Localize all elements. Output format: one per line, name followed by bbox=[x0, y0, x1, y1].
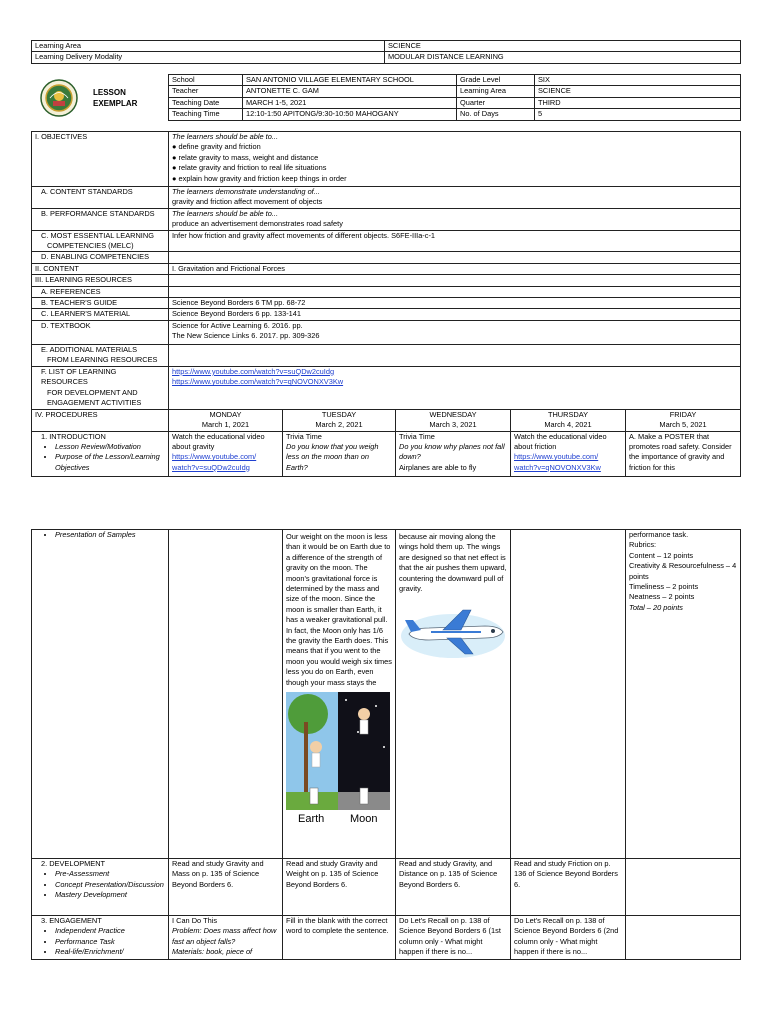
rubric-line: Rubrics: bbox=[629, 540, 657, 550]
top-info-table bbox=[31, 40, 741, 64]
samples-friday bbox=[626, 530, 741, 859]
intro-text: Watch the educational video about gravity bbox=[172, 431, 265, 451]
header-value: SIX bbox=[535, 75, 741, 86]
intro-wednesday bbox=[396, 431, 511, 476]
day-name: TUESDAY bbox=[321, 409, 357, 419]
development-label: 2. DEVELOPMENT bbox=[41, 859, 106, 868]
procedures-label: IV. PROCEDURES bbox=[32, 409, 169, 431]
header-label: School bbox=[169, 75, 243, 86]
teachers-guide-label: B. TEACHER'S GUIDE bbox=[32, 298, 169, 309]
engagement-sub-item: • Real-life/Enrichment/ bbox=[55, 947, 165, 957]
day-header-tuesday bbox=[283, 409, 396, 431]
intro-text: A. Make a POSTER that promotes road safety. Consider the importance of gravity and friction for this bbox=[629, 431, 732, 472]
top-info-value: SCIENCE bbox=[385, 41, 741, 52]
rubric-line: Creativity & Resourcefulness – 4 points bbox=[629, 561, 737, 581]
objective-item: ● relate gravity to mass, weight and distance bbox=[172, 152, 319, 162]
introduction-label: 1. INTRODUCTION bbox=[41, 431, 106, 441]
header-info-table bbox=[168, 74, 741, 121]
objectives-label: I. OBJECTIVES bbox=[32, 132, 169, 187]
header-label: No. of Days bbox=[457, 109, 535, 120]
header-value: ANTONETTE C. GAM bbox=[243, 86, 457, 97]
intro-video-link[interactable]: watch?v=suQDw2cuIdg bbox=[172, 462, 250, 472]
lesson-title-line: EXEMPLAR bbox=[93, 99, 138, 108]
textbook-cell bbox=[169, 320, 741, 344]
objective-item: ● relate gravity and friction to real life situations bbox=[172, 163, 327, 173]
development-monday: Read and study Gravity and Mass on p. 135 of Science Beyond Borders 6. bbox=[169, 859, 283, 916]
textbook-line: The New Science Links 6. 2017. pp. 309-326 bbox=[172, 331, 320, 341]
intro-tuesday bbox=[283, 431, 396, 476]
earth-label: Earth bbox=[298, 813, 325, 826]
resource-link-gravity[interactable]: https://www.youtube.com/watch?v=suQDw2cuIdg bbox=[172, 366, 335, 376]
top-info-value: MODULAR DISTANCE LEARNING bbox=[385, 52, 741, 63]
engagement-text: I Can Do This bbox=[172, 916, 218, 925]
list-resources-cell bbox=[169, 366, 741, 409]
additional-label-line: FROM LEARNING RESOURCES bbox=[47, 355, 158, 365]
day-date: March 2, 2021 bbox=[315, 419, 363, 429]
intro-text: Trivia Time bbox=[286, 431, 322, 441]
airplane-illustration bbox=[399, 604, 507, 663]
performance-standards-intro: The learners should be able to... bbox=[172, 208, 278, 218]
header-value: MARCH 1-5, 2021 bbox=[243, 97, 457, 108]
engagement-wednesday: Do Let's Recall on p. 138 of Science Beyond Borders 6 (1st column only - What might happen if there is no... bbox=[396, 916, 511, 960]
engagement-sub-item: • Performance Task bbox=[55, 937, 165, 947]
rubric-line: Content – 12 points bbox=[629, 550, 694, 560]
header-label: Teaching Date bbox=[169, 97, 243, 108]
header-label: Teaching Time bbox=[169, 109, 243, 120]
deped-seal-logo bbox=[40, 79, 78, 117]
intro-thursday bbox=[511, 431, 626, 476]
performance-standards-cell bbox=[169, 208, 741, 230]
textbook-label: D. TEXTBOOK bbox=[32, 320, 169, 344]
content-text: I. Gravitation and Frictional Forces bbox=[169, 263, 741, 274]
learners-material-text: Science Beyond Borders 6 pp. 133-141 bbox=[169, 309, 741, 320]
content-label: II. CONTENT bbox=[32, 263, 169, 274]
introduction-sub-item: • Purpose of the Lesson/Learning Objectives bbox=[55, 452, 165, 473]
lesson-plan-table-continued bbox=[31, 529, 741, 960]
objective-item: ● define gravity and friction bbox=[172, 142, 261, 152]
top-info-label: Learning Area bbox=[32, 41, 385, 52]
samples-wednesday bbox=[396, 530, 511, 859]
header-value: SAN ANTONIO VILLAGE ELEMENTARY SCHOOL bbox=[243, 75, 457, 86]
intro-text: Watch the educational video about friction bbox=[514, 431, 607, 451]
intro-monday bbox=[169, 431, 283, 476]
engagement-thursday: Do Let's Recall on p. 138 of Science Beyond Borders 6 (2nd column only - What might happen if there is no... bbox=[511, 916, 626, 960]
objectives-intro: The learners should be able to... bbox=[172, 132, 278, 141]
engagement-text: Problem: Does mass affect how fast an object falls? bbox=[172, 926, 277, 946]
engagement-sub-item: • Independent Practice bbox=[55, 926, 165, 936]
development-sub-item: • Mastery Development bbox=[55, 890, 165, 900]
development-sub-item: • Concept Presentation/Discussion bbox=[55, 880, 165, 890]
day-name: WEDNESDAY bbox=[429, 409, 477, 419]
day-date: March 5, 2021 bbox=[659, 419, 707, 429]
additional-label-line: E. ADDITIONAL MATERIALS bbox=[41, 344, 138, 354]
development-label-cell bbox=[32, 859, 169, 916]
content-standards-label: A. CONTENT STANDARDS bbox=[32, 187, 169, 209]
objectives-cell bbox=[169, 132, 741, 187]
enabling-label: D. ENABLING COMPETENCIES bbox=[32, 252, 169, 263]
rubric-line: Timeliness – 2 points bbox=[629, 582, 699, 592]
day-name: THURSDAY bbox=[547, 409, 589, 419]
header-label: Learning Area bbox=[457, 86, 535, 97]
references-label: A. REFERENCES bbox=[32, 286, 169, 297]
rubric-total: Total – 20 points bbox=[629, 602, 683, 612]
header-value: THIRD bbox=[535, 97, 741, 108]
teachers-guide-text: Science Beyond Borders 6 TM pp. 68-72 bbox=[169, 298, 741, 309]
intro-text: Do you know why planes not fall down? bbox=[399, 441, 505, 462]
day-header-thursday bbox=[511, 409, 626, 431]
additional-label bbox=[32, 344, 169, 366]
engagement-monday bbox=[169, 916, 283, 960]
lesson-plan-table bbox=[31, 131, 741, 477]
textbook-line: Science for Active Learning 6. 2016. pp. bbox=[172, 320, 303, 330]
content-standards-cell bbox=[169, 187, 741, 209]
engagement-label-cell bbox=[32, 916, 169, 960]
samples-tuesday bbox=[283, 530, 396, 859]
header-value: SCIENCE bbox=[535, 86, 741, 97]
earth-moon-illustration bbox=[286, 692, 390, 842]
engagement-text: Materials: book, piece of bbox=[172, 947, 253, 957]
intro-text: Trivia Time bbox=[399, 431, 435, 441]
moon-label: Moon bbox=[350, 813, 378, 826]
intro-text: Do you know that you weigh less on the moon than on Earth? bbox=[286, 441, 379, 472]
melc-label bbox=[32, 230, 169, 252]
introduction-sub-item: • Lesson Review/Motivation bbox=[55, 442, 165, 452]
day-name: MONDAY bbox=[209, 409, 242, 419]
content-standards-intro: The learners demonstrate understanding of... bbox=[172, 187, 320, 196]
header-value: 12:10-1:50 APITONG/9:30-10:50 MAHOGANY bbox=[243, 109, 457, 120]
day-header-monday bbox=[169, 409, 283, 431]
list-resources-label-line: ENGAGEMENT ACTIVITIES bbox=[47, 398, 142, 408]
list-resources-label bbox=[32, 366, 169, 409]
introduction-label-cell bbox=[32, 431, 169, 476]
learners-material-label: C. LEARNER'S MATERIAL bbox=[32, 309, 169, 320]
intro-friday bbox=[626, 431, 741, 476]
intro-video-link[interactable]: https://www.youtube.com/ bbox=[514, 452, 599, 462]
top-info-label: Learning Delivery Modality bbox=[32, 52, 385, 63]
performance-standards-text: produce an advertisement demonstrates road safety bbox=[172, 219, 343, 229]
day-header-wednesday bbox=[396, 409, 511, 431]
intro-text: Airplanes are able to fly bbox=[399, 462, 477, 472]
development-sub-item: • Pre-Assessment bbox=[55, 869, 165, 879]
enabling-text bbox=[169, 252, 741, 263]
engagement-tuesday: Fill in the blank with the correct word to complete the sentence. bbox=[283, 916, 396, 960]
samples-label: • Presentation of Samples bbox=[55, 530, 165, 540]
melc-label-line: COMPETENCIES (MELC) bbox=[47, 241, 134, 251]
engagement-label: 3. ENGAGEMENT bbox=[41, 916, 102, 925]
list-resources-label-line: FOR DEVELOPMENT AND bbox=[47, 387, 138, 397]
resource-link-friction[interactable]: https://www.youtube.com/watch?v=qNOVONXV3Kw bbox=[172, 377, 344, 387]
content-standards-text: gravity and friction affect movement of objects bbox=[172, 197, 323, 207]
samples-label-cell bbox=[32, 530, 169, 859]
resources-label: III. LEARNING RESOURCES bbox=[32, 275, 169, 286]
objective-item: ● explain how gravity and friction keep things in order bbox=[172, 173, 347, 183]
lesson-title-line: LESSON bbox=[93, 88, 126, 97]
lesson-exemplar-title bbox=[93, 87, 153, 109]
day-date: March 4, 2021 bbox=[544, 419, 592, 429]
development-thursday: Read and study Friction on p. 136 of Science Beyond Borders 6. bbox=[511, 859, 626, 916]
header-value: 5 bbox=[535, 109, 741, 120]
day-date: March 1, 2021 bbox=[201, 419, 250, 429]
airplane-text: because air moving along the wings hold them up. The wings are designed so that net effect is that the air pushes them upward, countering the downward pull of gravity. bbox=[399, 532, 507, 594]
header-label: Quarter bbox=[457, 97, 535, 108]
melc-text: Infer how friction and gravity affect movements of different objects. S6FE-IIIa-c-1 bbox=[169, 230, 741, 252]
moon-weight-text: Our weight on the moon is less than it would be on Earth due to a difference of the strength of gravity on the moon. The moon's gravitational force is determined by the mass and size of the moon. Since the moon is smaller than Earth, it has a weaker gravitational pull. In fact, the Moon only has 1/6 the gravity the Earth does. This means that if you went to the moon you would weigh six times less you do on Earth, even though your mass stays the bbox=[286, 532, 392, 687]
rubric-line: performance task. bbox=[629, 530, 689, 539]
development-wednesday: Read and study Gravity, and Distance on p. 135 of Science Beyond Borders 6. bbox=[396, 859, 511, 916]
day-name: FRIDAY bbox=[669, 409, 697, 419]
day-header-friday bbox=[626, 409, 741, 431]
header-label: Grade Level bbox=[457, 75, 535, 86]
intro-video-link[interactable]: https://www.youtube.com/ bbox=[172, 452, 257, 462]
development-tuesday: Read and study Gravity and Weight on p. 135 of Science Beyond Borders 6. bbox=[283, 859, 396, 916]
intro-video-link[interactable]: watch?v=qNOVONXV3Kw bbox=[514, 462, 601, 472]
melc-label-line: C. MOST ESSENTIAL LEARNING bbox=[41, 230, 154, 240]
rubric-line: Neatness – 2 points bbox=[629, 592, 695, 602]
header-label: Teacher bbox=[169, 86, 243, 97]
performance-standards-label: B. PERFORMANCE STANDARDS bbox=[32, 208, 169, 230]
day-date: March 3, 2021 bbox=[429, 419, 477, 429]
list-resources-label-line: F. LIST OF LEARNING RESOURCES bbox=[41, 366, 117, 387]
